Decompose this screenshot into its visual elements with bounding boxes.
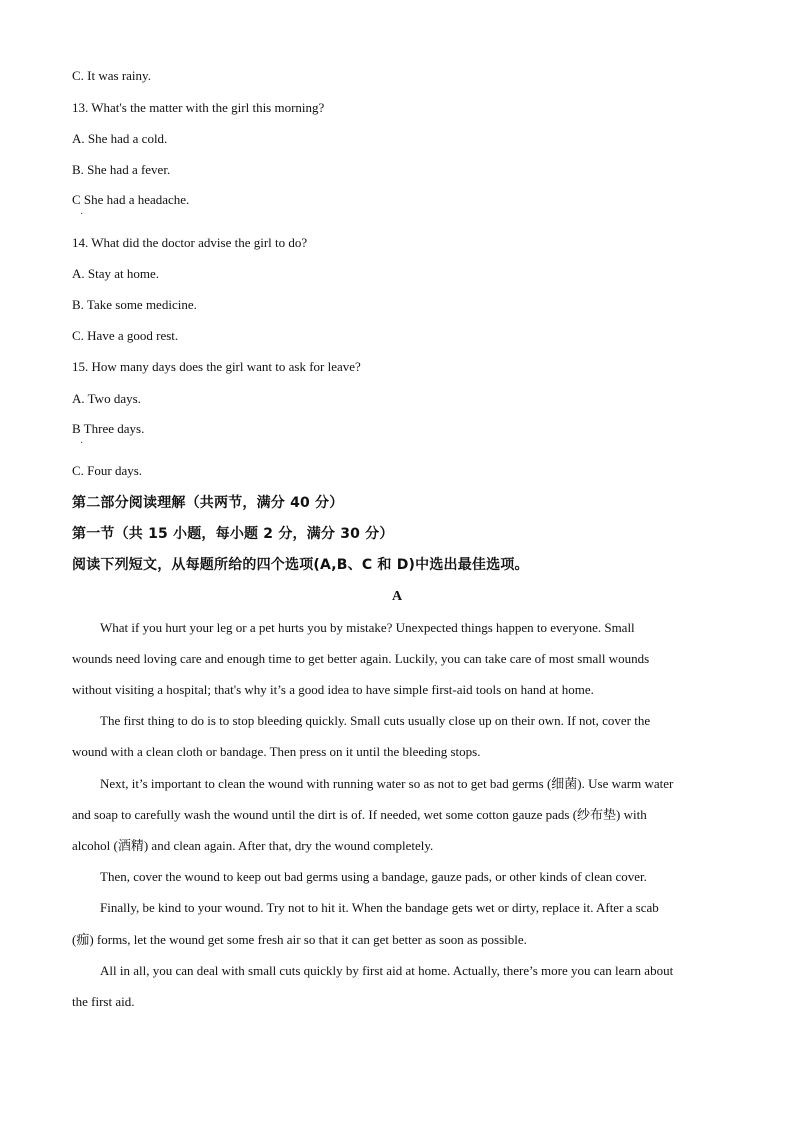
q15-option-a: A. Two days. xyxy=(72,391,141,406)
passage-line: without visiting a hospital; that's why it’s a good idea to have simple first-aid tools on hand at home. xyxy=(72,682,594,697)
q14-option-a: A. Stay at home. xyxy=(72,266,160,281)
q13-stem: 13. What's the matter with the girl this morning? xyxy=(72,100,325,115)
q14-option-c: C. Have a good rest. xyxy=(72,328,179,343)
q15-stem: 15. How many days does the girl want to ask for leave? xyxy=(72,359,361,374)
q13-option-c: C She had a headache. xyxy=(72,192,190,207)
passage-label: A xyxy=(391,589,403,604)
part-heading: 第二部分阅读理解（共两节，满分 40 分） xyxy=(72,495,344,511)
q15-option-b: B Three days. xyxy=(72,421,145,436)
passage-line: Then, cover the wound to keep out bad germs using a bandage, gauze pads, or other kinds of clean cover. xyxy=(100,869,647,884)
passage-line: the first aid. xyxy=(72,994,135,1009)
stray-dot: · xyxy=(80,438,84,449)
q14-stem: 14. What did the doctor advise the girl to do? xyxy=(72,235,308,250)
passage-line: wounds need loving care and enough time to get better again. Luckily, you can take care of most small wounds xyxy=(72,651,650,666)
section-heading: 第一节（共 15 小题，每小题 2 分，满分 30 分） xyxy=(72,526,394,542)
passage-line: Finally, be kind to your wound. Try not to hit it. When the bandage gets wet or dirty, replace it. After a scab xyxy=(100,900,659,915)
passage-line: and soap to carefully wash the wound until the dirt is of. If needed, wet some cotton gauze pads (纱布垫) with xyxy=(72,807,647,822)
passage-line: Next, it’s important to clean the wound with running water so as not to get bad germs (细菌). Use warm water xyxy=(100,776,674,791)
q13-option-a: A. She had a cold. xyxy=(72,131,168,146)
q12-option-c: C. It was rainy. xyxy=(72,68,151,83)
q14-option-b: B. Take some medicine. xyxy=(72,297,197,312)
passage-line: (痂) forms, let the wound get some fresh air so that it can get better as soon as possible. xyxy=(72,932,527,947)
passage-line: What if you hurt your leg or a pet hurts you by mistake? Unexpected things happen to everyone. Small xyxy=(100,620,635,635)
q13-option-b: B. She had a fever. xyxy=(72,162,171,177)
passage-line: wound with a clean cloth or bandage. Then press on it until the bleeding stops. xyxy=(72,744,481,759)
instruction-heading: 阅读下列短文，从每题所给的四个选项(A,B、C 和 D)中选出最佳选项。 xyxy=(72,557,529,573)
stray-dot: · xyxy=(80,209,84,220)
passage-line: alcohol (酒精) and clean again. After that, dry the wound completely. xyxy=(72,838,434,853)
passage-line: All in all, you can deal with small cuts quickly by first aid at home. Actually, there’s more you can learn about xyxy=(100,963,674,978)
passage-line: The first thing to do is to stop bleeding quickly. Small cuts usually close up on their own. If not, cover the xyxy=(100,713,651,728)
q15-option-c: C. Four days. xyxy=(72,463,143,478)
